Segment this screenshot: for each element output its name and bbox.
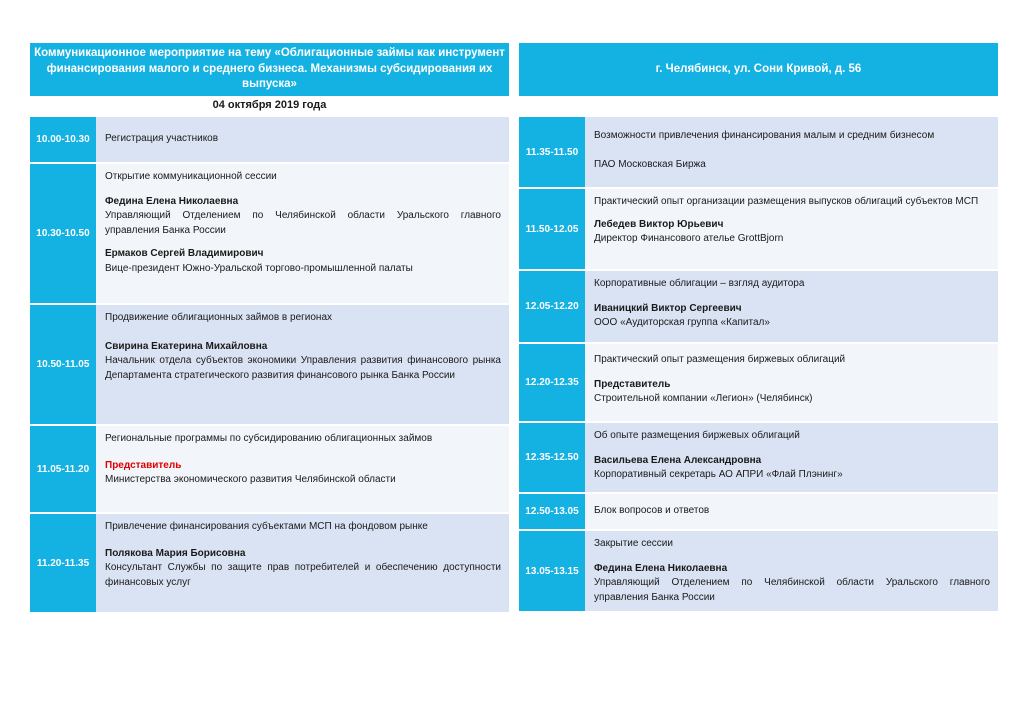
time-slot: 10.50-11.05 (30, 305, 96, 424)
session-content (585, 117, 998, 187)
speaker-position: Начальник отдела субъектов экономики Управления развития финансового рынка Департамента стратегического развития финансового рынка Банка России (105, 355, 501, 381)
time-slot: 13.05-13.15 (519, 531, 585, 611)
session-content (585, 423, 998, 492)
session-content (585, 271, 998, 342)
speaker-position: Строительной компании «Легион» (Челябинск) (594, 393, 813, 404)
schedule-row (30, 426, 509, 514)
schedule-row (30, 514, 509, 614)
schedule-row (519, 189, 998, 271)
session-topic: Закрытие сессии (594, 538, 673, 549)
speaker-name: Свирина Екатерина Михайловна (105, 340, 268, 352)
session-topic: Возможности привлечения финансирования малым и средним бизнесом (594, 130, 935, 141)
session-content (96, 117, 509, 162)
speaker-name: Федина Елена Николаевна (105, 195, 239, 207)
session-topic: Практический опыт организации размещения выпусков облигаций субъектов МСП (594, 196, 979, 207)
session-topic: Открытие коммуникационной сессии (105, 171, 277, 182)
event-date: 04 октября 2019 года (212, 99, 327, 111)
schedule-row (30, 164, 509, 305)
session-topic: Продвижение облигационных займов в регионах (105, 312, 333, 323)
schedule-right-column (519, 117, 998, 613)
speaker-name: Полякова Мария Борисовна (105, 547, 246, 559)
session-topic: Привлечение финансирования субъектами МСП на фондовом рынке (105, 521, 428, 532)
schedule-left-column (30, 117, 509, 614)
session-topic: Корпоративные облигации – взгляд аудитора (594, 278, 805, 289)
schedule-row (30, 305, 509, 426)
schedule-row (519, 423, 998, 494)
session-content (585, 531, 998, 611)
time-slot: 11.50-12.05 (519, 189, 585, 269)
speaker-name: Представитель (105, 459, 182, 471)
speaker-name: Федина Елена Николаевна (594, 562, 728, 574)
speaker-position: Управляющий Отделением по Челябинской области Уральского главного управления Банка России (594, 577, 990, 603)
event-location: г. Челябинск, ул. Сони Кривой, д. 56 (519, 43, 998, 96)
speaker-name: Васильева Елена Александровна (594, 454, 762, 466)
speaker-position: ПАО Московская Биржа (594, 158, 706, 170)
schedule-row (519, 117, 998, 189)
session-content (585, 189, 998, 269)
session-topic: Блок вопросов и ответов (594, 505, 710, 517)
speaker-position: Корпоративный секретарь АО АПРИ «Флай Плэнинг» (594, 469, 843, 480)
speaker-position: Консультант Службы по защите прав потребителей и обеспечению доступности финансовых услуг (105, 562, 501, 588)
session-topic: Об опыте размещения биржевых облигаций (594, 430, 800, 441)
speaker-name: Ермаков Сергей Владимирович (105, 248, 264, 259)
event-title: Коммуникационное мероприятие на тему «Облигационные займы как инструмент финансирования малого и среднего бизнеса. Механизмы субсидирования их выпуска» (30, 43, 509, 96)
session-topic: Региональные программы по субсидированию облигационных займов (105, 433, 433, 444)
session-topic: Регистрация участников (105, 133, 219, 145)
schedule-row (30, 117, 509, 164)
session-content (96, 426, 509, 512)
schedule-row (519, 271, 998, 344)
time-slot: 11.35-11.50 (519, 117, 585, 187)
time-slot: 10.30-10.50 (30, 164, 96, 303)
speaker-position: ООО «Аудиторская группа «Капитал» (594, 317, 770, 328)
time-slot: 12.50-13.05 (519, 494, 585, 529)
session-content (96, 514, 509, 612)
time-slot: 10.00-10.30 (30, 117, 96, 162)
session-content (585, 494, 998, 529)
speaker-position: Управляющий Отделением по Челябинской области Уральского главного управления Банка России (105, 210, 501, 236)
time-slot: 11.20-11.35 (30, 514, 96, 612)
session-content (96, 164, 509, 303)
time-slot: 12.35-12.50 (519, 423, 585, 492)
schedule-row (519, 531, 998, 613)
session-content (96, 305, 509, 424)
speaker-position: Министерства экономического развития Челябинской области (105, 474, 396, 485)
session-content (585, 344, 998, 421)
speaker-position: Вице-президент Южно-Уральской торгово-промышленной палаты (105, 262, 413, 274)
speaker-position: Директор Финансового ательe GrottBjorn (594, 233, 784, 244)
schedule-row (519, 344, 998, 423)
time-slot: 11.05-11.20 (30, 426, 96, 512)
time-slot: 12.05-12.20 (519, 271, 585, 342)
session-topic: Практический опыт размещения биржевых облигаций (594, 354, 846, 365)
schedule-row (519, 494, 998, 531)
time-slot: 12.20-12.35 (519, 344, 585, 421)
speaker-name: Лебедев Виктор Юрьевич (594, 218, 724, 230)
speaker-name: Представитель (594, 378, 671, 390)
speaker-name: Иваницкий Виктор Сергеевич (594, 302, 742, 314)
